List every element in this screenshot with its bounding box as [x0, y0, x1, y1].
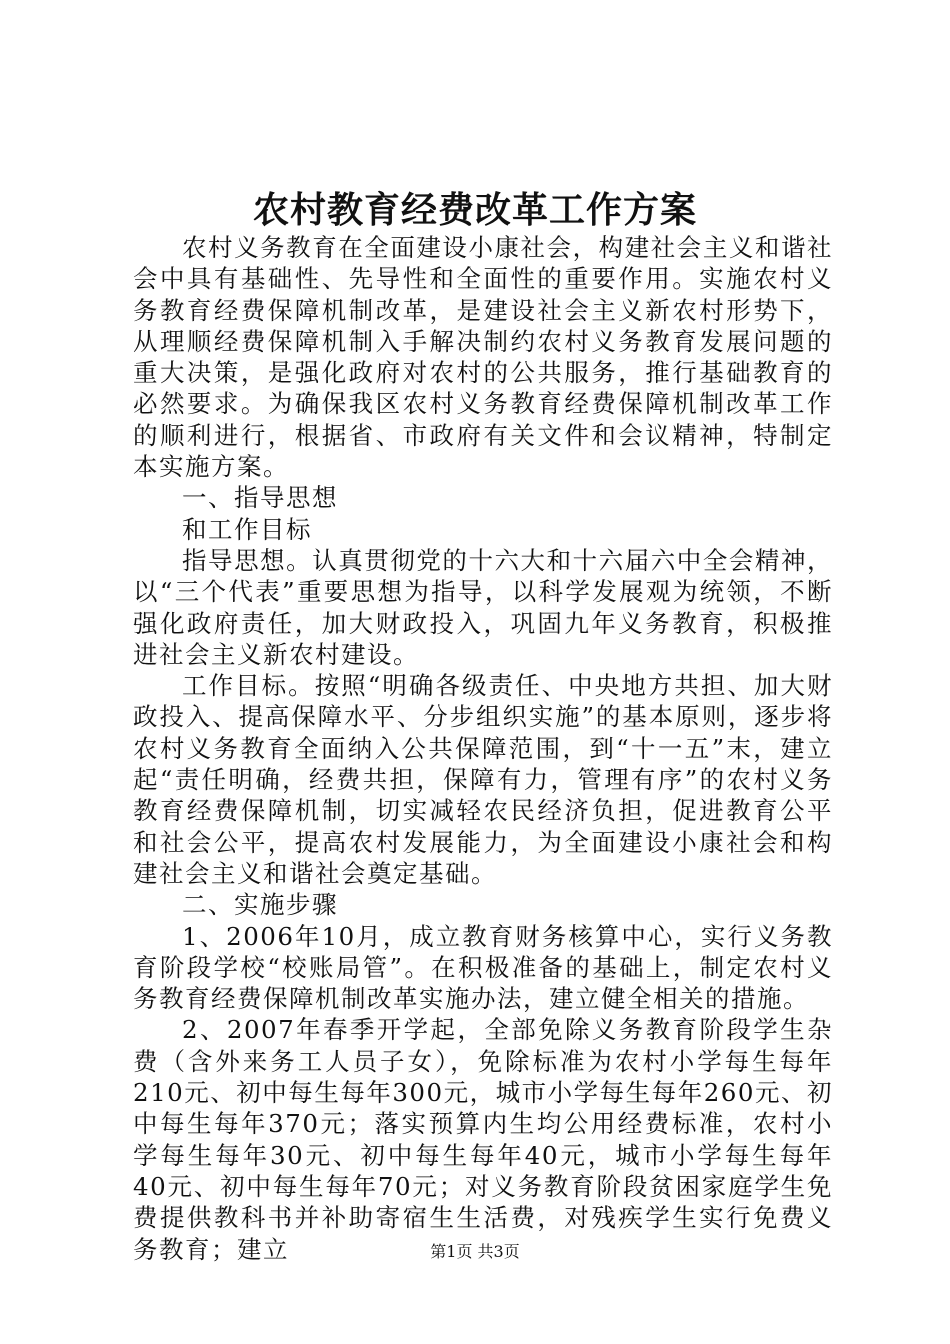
paragraph-step-2: 2、2007年春季开学起，全部免除义务教育阶段学生杂费（含外来务工人员子女），免除标准为农村小学每生每年210元、初中每生每年300元，城市小学每生每年260元、初中每生每年370元；落实预算内生均公用经费标准，农村小学每生每年30元、初中每生每年40元，城市小学每生每年40元、初中每生每年70元；对义务教育阶段贫困家庭学生免费提供教科书并补助寄宿生生活费，对残疾学生实行免费义务教育；建立 — [133, 1015, 833, 1264]
section-heading-guiding-thought: 一、指导思想 — [182, 483, 338, 513]
paragraph-work-goal: 工作目标。按照“明确各级责任、中央地方共担、加大财政投入、提高保障水平、分步组织实施”的基本原则，逐步将农村义务教育全面纳入公共保障范围，到“十一五”末，建立起“责任明确，经费共担，保障有力，管理有序”的农村义务教育经费保障机制，切实减轻农民经济负担，促进教育公平和社会公平，提高农村发展能力，为全面建设小康社会和构建社会主义和谐社会奠定基础。 — [133, 671, 833, 888]
page-footer: 第1页 共3页 — [430, 1242, 520, 1261]
document-body — [133, 232, 833, 1265]
paragraph-intro: 农村义务教育在全面建设小康社会，构建社会主义和谐社会中具有基础性、先导性和全面性的重要作用。实施农村义务教育经费保障机制改革，是建设社会主义新农村形势下，从理顺经费保障机制入手解决制约农村义务教育发展问题的重大决策，是强化政府对农村的公共服务，推行基础教育的必然要求。为确保我区农村义务教育经费保障机制改革工作的顺利进行，根据省、市政府有关文件和会议精神，特制定本实施方案。 — [133, 233, 833, 482]
paragraph-step-1: 1、2006年10月，成立教育财务核算中心，实行义务教育阶段学校“校账局管”。在积极准备的基础上，制定农村义务教育经费保障机制改革实施办法，建立健全相关的措施。 — [133, 921, 833, 1014]
paragraph-guiding-thought: 指导思想。认真贯彻党的十六大和十六届六中全会精神，以“三个代表”重要思想为指导，以科学发展观为统领，不断强化政府责任，加大财政投入，巩固九年义务教育，积极推进社会主义新农村建设。 — [133, 545, 833, 669]
section-heading-continuation: 和工作目标 — [182, 514, 312, 544]
document-title: 农村教育经费改革工作方案 — [252, 189, 697, 231]
section-heading-implementation-steps: 二、实施步骤 — [182, 890, 338, 920]
